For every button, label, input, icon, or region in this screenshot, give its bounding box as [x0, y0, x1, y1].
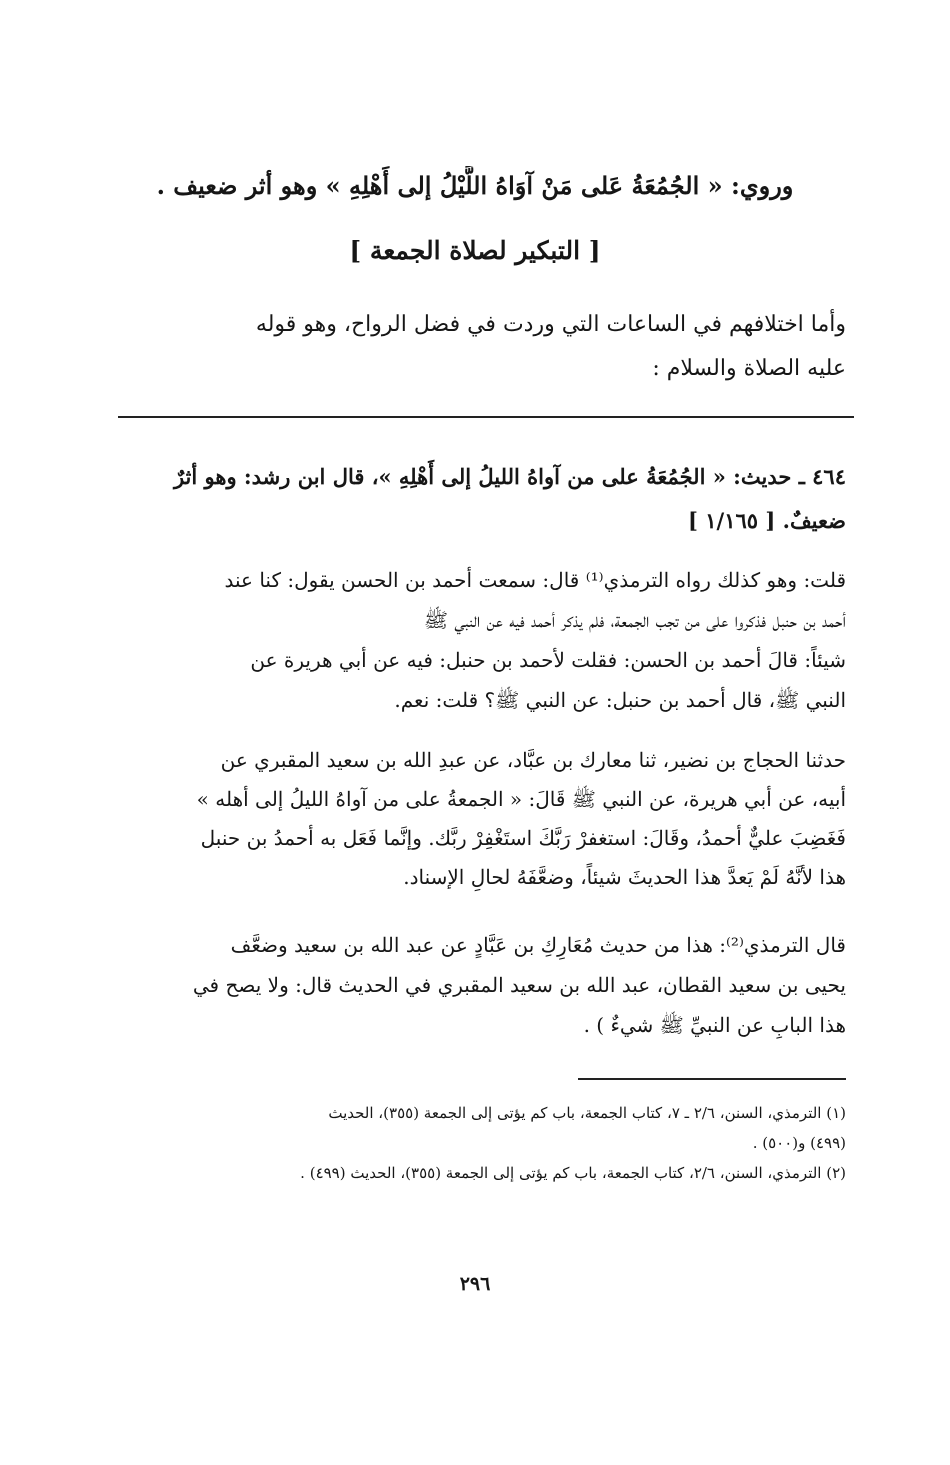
- text-line: يحيى بن سعيد القطان، عبد الله بن سعيد المقبري في الحديث قال: ولا يصح في: [192, 973, 846, 997]
- text-line: هذا لأنَّهُ لَمْ يَعدَّ هذا الحديثَ شيئاً، وضعَّفَهُ لحالِ الإسناد.: [403, 865, 846, 889]
- intro-line: [104, 166, 846, 206]
- section-heading: [104, 231, 846, 271]
- text-line: النبي ﷺ، قال أحمد بن حنبل: عن النبي ﷺ؟ قلت: نعم.: [394, 688, 846, 712]
- intro-text: وروي: « الجُمُعَةُ عَلى مَنْ آوَاهُ اللَّيْلُ إلى أَهْلِهِ » وهو أثر ضعيف .: [156, 171, 794, 200]
- text-line: أبيه، عن أبي هريرة، عن النبي ﷺ قَالَ: « الجمعةُ على من آواهُ الليلُ إلى أهله »: [196, 787, 846, 811]
- section-divider: [118, 416, 854, 418]
- intro-paragraph: [104, 303, 846, 391]
- footnote-line: (٤٩٩) و(٥٠٠) .: [752, 1134, 846, 1152]
- footnote-line: (٢) الترمذي، السنن، ٢/٦، كتاب الجمعة، باب كم يؤتى إلى الجمعة (٣٥٥)، الحديث (٤٩٩) .: [300, 1164, 846, 1182]
- text-line: ضعيفٌ. [ ١/١٦٥ ]: [688, 508, 846, 533]
- text-line: ٤٦٤ ـ حديث: « الجُمُعَةُ على من آواهُ الليلُ إلى أَهْلِهِ »، قال ابن رشد: وهو أثرٌ: [173, 464, 846, 489]
- text-line: عليه الصلاة والسلام :: [652, 356, 846, 381]
- text-line: هذا البابِ عن النبيِّ ﷺ شيءٌ ) .: [583, 1013, 846, 1037]
- text-line: قال الترمذي⁽²⁾: هذا من حديث مُعَارِكِ بن عَبَّادٍ عن عبد الله بن سعيد وضعَّف: [230, 933, 846, 957]
- page-number: ٢٩٦: [459, 1273, 491, 1295]
- commentary-paragraph: [104, 925, 846, 1045]
- commentary-paragraph: [104, 560, 846, 720]
- text-line: أحمد بن حنبل فذكروا على من تجب الجمعة، فلم يذكر أحمد فيه عن النبي ﷺ: [423, 608, 846, 632]
- text-line: فَغَضِبَ عليٌّ أحمدُ، وقَالَ: استغفرْ رَبَّكَ استَغْفِرْ ربَّك. وإنَّما فَعَل به أحمدُ بن حنبل: [200, 826, 846, 850]
- text-line: وأما اختلافهم في الساعات التي وردت في فضل الرواح، وهو قوله: [255, 312, 846, 337]
- text-line: حدثنا الحجاج بن نضير، ثنا معارك بن عبَّاد، عن عبدِ الله بن سعيد المقبري عن: [220, 748, 846, 772]
- text-line: قلت: وهو كذلك رواه الترمذي⁽¹⁾ قال: سمعت أحمد بن الحسن يقول: كنا عند: [224, 568, 846, 592]
- hadith-entry: [104, 455, 846, 543]
- section-heading-text: [ التبكير لصلاة الجمعة ]: [349, 236, 601, 265]
- text-line: شيئاً: قالَ أحمد بن الحسن: فقلت لأحمد بن حنبل: فيه عن أبي هريرة عن: [250, 648, 846, 672]
- commentary-paragraph: [104, 741, 846, 897]
- footnote-divider: [578, 1078, 846, 1080]
- footnotes: [104, 1098, 846, 1188]
- footnote-line: (١) الترمذي، السنن، ٢/٦ ـ ٧، كتاب الجمعة، باب كم يؤتى إلى الجمعة (٣٥٥)، الحديث: [328, 1104, 846, 1122]
